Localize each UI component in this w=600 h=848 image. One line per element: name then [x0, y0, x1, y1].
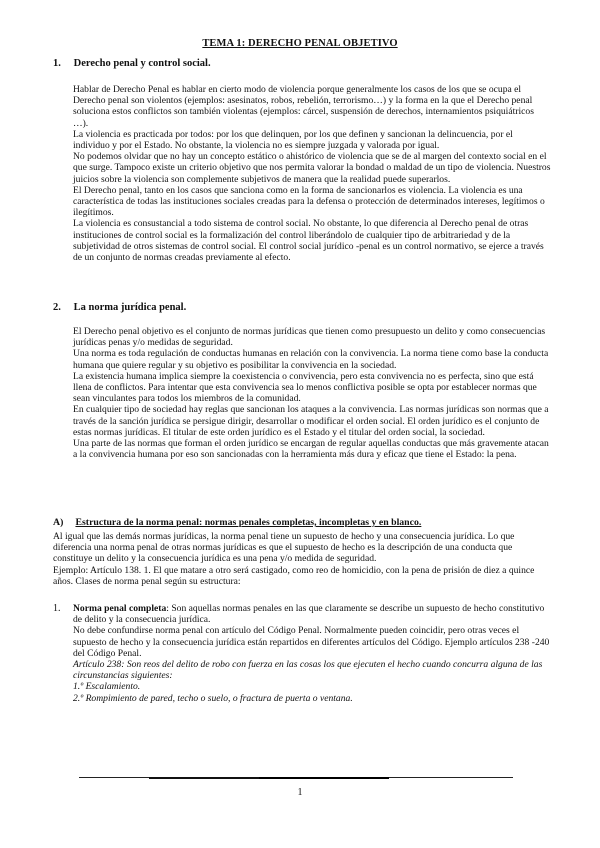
section-2-heading [53, 302, 186, 313]
paragraph: No debe confundirse norma penal con artículo del Código Penal. Normalmente pueden coincidir, pero otras veces el supuesto de hecho y la consecuencia jurídica están repartidos en diferentes artículos del Código. Ejemplo artículos 238 -240 del Código Penal. [73, 625, 550, 659]
paragraph: No podemos olvidar que no hay un concepto estático o ahistórico de violencia que se de al margen del contexto social en el que surge. Tampoco existe un criterio objetivo que nos permita valorar la bondad o maldad de un tipo de violencia. Nuestros juicios sobre la violencia son complemente subjetivos de manera que la realidad puede superarlos. [73, 151, 551, 185]
item-1-body [73, 603, 551, 659]
quote-line: 2.º Rompimiento de pared, techo o suelo, o fractura de puerta o ventana. [73, 692, 353, 704]
subsection-a-title: Estructura de la norma penal: normas penales completas, incompletas y en blanco. [75, 517, 422, 528]
paragraph: La existencia humana implica siempre la coexistencia o convivencia, pero esta convivencia no es perfecta, sino que está llena de conflictos. Para intentar que esta convivencia sea lo menos conflictiva posible se opta por establecer normas que sean vinculantes para todos los miembros de la comunidad. [73, 370, 537, 405]
section-1-body [73, 84, 551, 263]
section-1-title: Derecho penal y control social. [73, 58, 211, 69]
subsection-a-body [53, 531, 551, 587]
paragraph: La violencia es practicada por todos: por los que delinquen, por los que definen y sancionan la delincuencia, por el individuo y por el Estado. No obstante, la violencia no es siempre juzgada y valorada por igual. [73, 128, 513, 152]
section-2-title: La norma jurídica penal. [73, 302, 187, 313]
item-1-definition-text: : Son aquellas normas penales en las que claramente se describe un supuesto de hecho constitutivo de delito y la consecuencia jurídica. [73, 603, 545, 626]
article-quote [73, 659, 551, 704]
paragraph: Hablar de Derecho Penal es hablar en cierto modo de violencia porque generalmente los casos de los que se ocupa el Derecho penal son violentos (ejemplos: asesinatos, robos, rebelión, terrorismo…) y la forma en la que el Derecho penal soluciona estos conflictos son también violentas (ejemplos: cárcel, suspensión de derechos, internamientos psiquiátricos …). [73, 84, 534, 129]
paragraph: Una parte de las normas que forman el orden jurídico se encargan de regular aquellas conductas que más gravemente atacan a la convivencia humana por eso son sancionadas con la herramienta más dura y eficaz que tiene el Estado: la pena. [73, 438, 549, 461]
subsection-a-heading [53, 517, 421, 528]
section-2-number: 2. [53, 302, 61, 313]
paragraph: En cualquier tipo de sociedad hay reglas que sancionan los ataques a la convivencia. Las normas jurídicas son normas que a través de la sanción jurídica se persigue dirigir, desarrollar o modificar el orden social. El orden jurídico es el conjunto de estas normas jurídicas. El titular de este orden jurídico es el Estado y el titular del orden social, la sociedad. [73, 404, 549, 438]
item-1-definition [73, 603, 551, 625]
section-1-heading [53, 58, 211, 69]
paragraph: El Derecho penal, tanto en los casos que sanciona como en la forma de sancionarlos es violencia. La violencia es una característica de todas las instituciones sociales creadas para la defensa o protección de determinados intereses, legítimos o ilegítimos. [73, 184, 545, 219]
page-number: 1 [297, 787, 303, 798]
section-1-number: 1. [53, 58, 61, 69]
quote-line: Artículo 238: Son reos del delito de robo con fuerza en las cosas los que ejecuten el hecho cuando concurra alguna de las circunstancias siguientes: [73, 659, 543, 682]
paragraph: Ejemplo: Artículo 138. 1. El que matare a otro será castigado, como reo de homicidio, con la pena de prisión de diez a quince años. Clases de norma penal según su estructura: [53, 564, 535, 587]
item-1-term: Norma penal completa [73, 603, 167, 614]
document-title: TEMA 1: DERECHO PENAL OBJETIVO [202, 38, 398, 49]
paragraph: Una norma es toda regulación de conductas humanas en relación con la convivencia. La norma tiene como base la conducta humana que quiere regular y su objetivo es posibilitar la convivencia en la sociedad. [73, 348, 549, 371]
paragraph: Al igual que las demás normas jurídicas, la norma penal tiene un supuesto de hecho y una consecuencia jurídica. Lo que diferencia una norma penal de otras normas jurídicas es que el supuesto de hecho es la descripción de una conducta que constituye un delito y la consecuencia jurídica es una pena y/o medida de seguridad. [53, 531, 515, 565]
paragraph: La violencia es consustancial a todo sistema de control social. No obstante, lo que diferencia al Derecho penal de otras instituciones de control social es la formalización del control liberándolo de cualquier tipo de arbitrariedad y de la subjetividad de otros sistemas de control social. El control social jurídico -penal es un control normativo, se ejerce a través de un conjunto de normas creadas previamente al efecto. [73, 218, 544, 264]
footer-rule [79, 777, 513, 779]
quote-line: 1.º Escalamiento. [73, 681, 141, 693]
item-1-number: 1. [53, 603, 61, 614]
section-2-body [73, 326, 551, 460]
paragraph: El Derecho penal objetivo es el conjunto de normas jurídicas que tienen como presupuesto un delito y como consecuencias jurídicas penas y/o medidas de seguridad. [73, 326, 546, 349]
subsection-a-label: A) [53, 517, 64, 528]
